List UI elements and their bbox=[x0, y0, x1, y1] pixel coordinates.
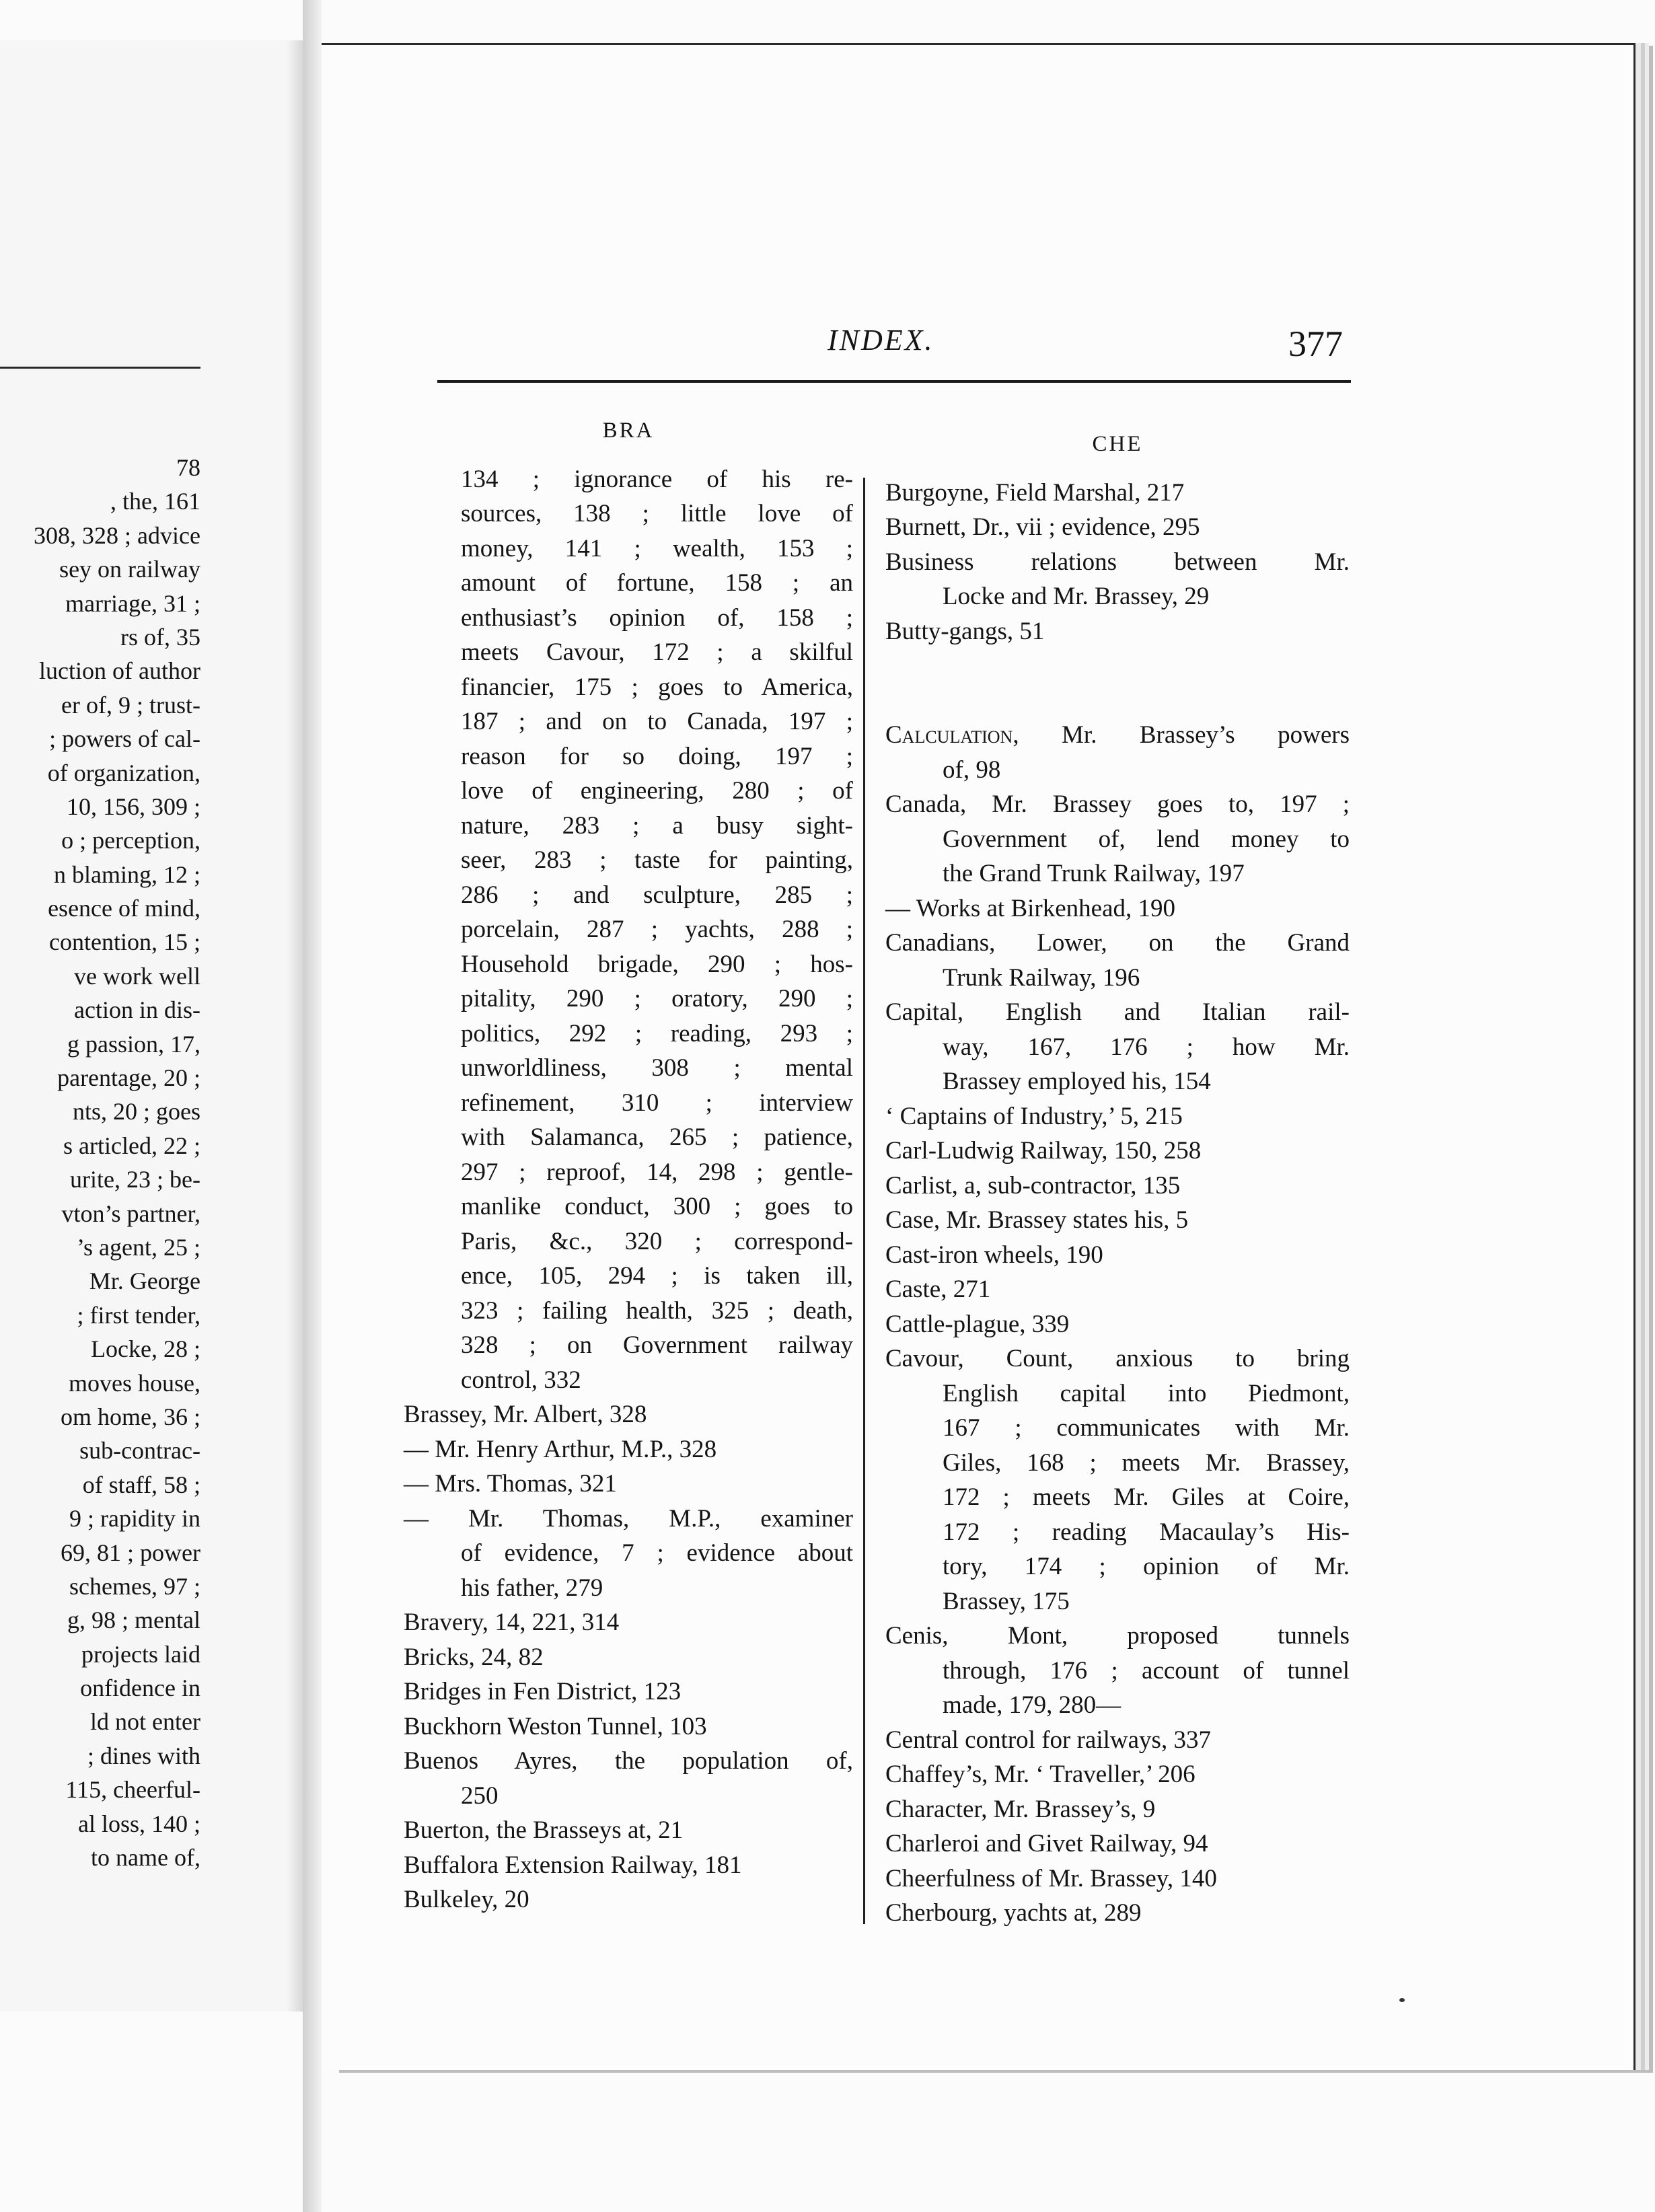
entry-line: Government of, lend money to bbox=[943, 825, 1350, 853]
entry-line: Bricks, 24, 82 bbox=[404, 1643, 544, 1671]
entry-line: Bulkeley, 20 bbox=[404, 1886, 529, 1913]
entry-line: of evidence, 7 ; evidence about bbox=[461, 1539, 853, 1567]
facing-page-line: schemes, 97 ; bbox=[69, 1572, 200, 1600]
entry-line: Carlist, a, sub-contractor, 135 bbox=[885, 1171, 1181, 1200]
entry-line: with Salamanca, 265 ; patience, bbox=[461, 1123, 853, 1151]
entry-line: financier, 175 ; goes to America, bbox=[461, 673, 853, 701]
running-head: INDEX. bbox=[828, 324, 934, 357]
entry-line: Central control for railways, 337 bbox=[885, 1726, 1211, 1754]
page-header bbox=[437, 296, 1358, 377]
entry-line: Buckhorn Weston Tunnel, 103 bbox=[404, 1712, 707, 1740]
entry-line: the Grand Trunk Railway, 197 bbox=[943, 860, 1245, 887]
entry-line: amount of fortune, 158 ; an bbox=[461, 569, 853, 597]
facing-page-line: g, 98 ; mental bbox=[67, 1607, 200, 1634]
entry-line: pitality, 290 ; oratory, 290 ; bbox=[461, 985, 853, 1012]
facing-page-line: ’s agent, 25 ; bbox=[77, 1233, 200, 1261]
facing-page bbox=[0, 40, 305, 2012]
book-gutter bbox=[303, 0, 322, 2212]
entry-line: Burgoyne, Field Marshal, 217 bbox=[885, 478, 1185, 507]
entry-line: English capital into Piedmont, bbox=[943, 1379, 1350, 1407]
entry-line: Paris, &c., 320 ; correspond- bbox=[461, 1227, 853, 1255]
entry-line: tory, 174 ; opinion of Mr. bbox=[943, 1553, 1350, 1580]
facing-page-line: marriage, 31 ; bbox=[65, 589, 200, 617]
index-entry bbox=[885, 718, 1350, 787]
index-entry bbox=[885, 995, 1350, 1099]
index-entry bbox=[885, 1238, 1350, 1273]
facing-page-line: al loss, 140 ; bbox=[77, 1810, 200, 1837]
index-entry bbox=[885, 1723, 1350, 1758]
entry-line: Case, Mr. Brassey states his, 5 bbox=[885, 1206, 1189, 1234]
facing-page-line: Mr. George bbox=[89, 1267, 200, 1295]
facing-page-line: esence of mind, bbox=[48, 895, 200, 922]
index-entry bbox=[885, 1099, 1350, 1134]
column-divider bbox=[863, 478, 865, 1924]
section-lead-word: Calculation, bbox=[885, 721, 1019, 749]
index-entry bbox=[885, 510, 1350, 545]
entry-line: seer, 283 ; taste for painting, bbox=[461, 846, 853, 874]
entry-line: Cast-iron wheels, 190 bbox=[885, 1241, 1103, 1269]
entry-line: manlike conduct, 300 ; goes to bbox=[461, 1193, 853, 1220]
entry-line: sources, 138 ; little love of bbox=[461, 500, 853, 527]
entry-line: Charleroi and Givet Railway, 94 bbox=[885, 1830, 1208, 1857]
facing-page-line: action in dis- bbox=[74, 996, 200, 1024]
entry-line: Cheerfulness of Mr. Brassey, 140 bbox=[885, 1864, 1217, 1892]
facing-page-line: to name of, bbox=[91, 1844, 200, 1872]
index-entry bbox=[885, 1341, 1350, 1619]
entry-line: made, 179, 280— bbox=[943, 1691, 1121, 1719]
column-heading: BRA bbox=[602, 418, 655, 443]
entry-line: 167 ; communicates with Mr. bbox=[943, 1414, 1350, 1442]
entry-line: Bridges in Fen District, 123 bbox=[404, 1678, 682, 1705]
facing-page-line: o ; perception, bbox=[61, 827, 200, 854]
index-entry bbox=[885, 926, 1350, 995]
facing-page-line: moves house, bbox=[69, 1369, 200, 1397]
facing-page-line: sey on railway bbox=[59, 556, 200, 583]
entry-line: Trunk Railway, 196 bbox=[943, 963, 1140, 992]
facing-page-line: onfidence in bbox=[80, 1674, 200, 1702]
entry-line: 172 ; meets Mr. Giles at Coire, bbox=[943, 1483, 1350, 1511]
entry-line: — Mr. Henry Arthur, M.P., 328 bbox=[404, 1435, 717, 1463]
entry-line: Brassey, 175 bbox=[943, 1587, 1070, 1615]
facing-page-line: vton’s partner, bbox=[61, 1200, 200, 1227]
entry-line: refinement, 310 ; interview bbox=[461, 1089, 853, 1117]
facing-page-line: s articled, 22 ; bbox=[63, 1132, 200, 1159]
index-entry bbox=[885, 614, 1350, 649]
index-entry bbox=[885, 476, 1350, 511]
facing-page-line: ; dines with bbox=[87, 1742, 200, 1769]
facing-page-line: ; powers of cal- bbox=[49, 725, 200, 753]
page-number: 377 bbox=[1288, 324, 1343, 364]
facing-page-line: parentage, 20 ; bbox=[57, 1064, 200, 1092]
entry-line: 328 ; on Government railway bbox=[461, 1331, 853, 1359]
entry-line: — Mr. Thomas, M.P., examiner bbox=[404, 1504, 853, 1533]
entry-line: Calculation, Mr. Brassey’s powers bbox=[885, 721, 1350, 749]
entry-line: Canada, Mr. Brassey goes to, 197 ; bbox=[885, 790, 1350, 818]
facing-page-line: of organization, bbox=[47, 759, 200, 786]
entry-line: 250 bbox=[461, 1781, 499, 1810]
entry-line: — Works at Birkenhead, 190 bbox=[885, 894, 1176, 922]
index-entry bbox=[885, 1169, 1350, 1204]
index-entry bbox=[404, 1674, 853, 1709]
index-entry bbox=[404, 462, 853, 1398]
entry-line: Buerton, the Brasseys at, 21 bbox=[404, 1816, 684, 1844]
entry-line: love of engineering, 280 ; of bbox=[461, 777, 853, 805]
index-entry bbox=[885, 1792, 1350, 1827]
facing-page-line: projects laid bbox=[81, 1640, 200, 1668]
facing-page-line: 308, 328 ; advice bbox=[34, 521, 200, 549]
facing-page-line: 115, cheerful- bbox=[65, 1776, 200, 1804]
facing-page-line: 78 bbox=[176, 454, 200, 481]
index-entry bbox=[885, 545, 1350, 614]
entry-line: Cenis, Mont, proposed tunnels bbox=[885, 1622, 1350, 1650]
entry-line: of, 98 bbox=[943, 755, 1001, 784]
entry-line: Household brigade, 290 ; hos- bbox=[461, 950, 853, 978]
entry-line: Business relations between Mr. bbox=[885, 548, 1350, 576]
facing-page-line: ve work well bbox=[74, 962, 200, 990]
entry-line: money, 141 ; wealth, 153 ; bbox=[461, 534, 853, 562]
entry-line: Cherbourg, yachts at, 289 bbox=[885, 1899, 1142, 1927]
index-entry bbox=[404, 1882, 853, 1917]
print-speck bbox=[1399, 1998, 1405, 2002]
entry-line: Giles, 168 ; meets Mr. Brassey, bbox=[943, 1448, 1350, 1477]
entry-line: Caste, 271 bbox=[885, 1276, 991, 1303]
entry-line: Chaffey’s, Mr. ‘ Traveller,’ 206 bbox=[885, 1761, 1196, 1788]
index-entry bbox=[404, 1709, 853, 1744]
index-column-right bbox=[885, 427, 1350, 1931]
entry-line: Brassey employed his, 154 bbox=[943, 1068, 1211, 1095]
facing-page-line: g passion, 17, bbox=[67, 1030, 200, 1058]
index-entry bbox=[404, 1432, 853, 1467]
index-entry bbox=[885, 1757, 1350, 1792]
entry-line: Carl-Ludwig Railway, 150, 258 bbox=[885, 1137, 1202, 1165]
entry-line: Locke and Mr. Brassey, 29 bbox=[943, 583, 1210, 610]
index-entry bbox=[885, 1272, 1350, 1307]
entry-line: through, 176 ; account of tunnel bbox=[943, 1656, 1350, 1685]
entry-line: politics, 292 ; reading, 293 ; bbox=[461, 1019, 853, 1047]
index-entry bbox=[404, 1640, 853, 1675]
index-entry bbox=[885, 1861, 1350, 1896]
entry-line: Buffalora Extension Railway, 181 bbox=[404, 1851, 742, 1879]
entry-line: Burnett, Dr., vii ; evidence, 295 bbox=[885, 513, 1200, 541]
facing-page-text bbox=[0, 451, 200, 1874]
index-entry bbox=[404, 1744, 853, 1813]
entry-line: 297 ; reproof, 14, 298 ; gentle- bbox=[461, 1158, 853, 1186]
entry-line: ence, 105, 294 ; is taken ill, bbox=[461, 1262, 853, 1290]
index-entry bbox=[885, 1619, 1350, 1723]
facing-page-line: rs of, 35 bbox=[120, 623, 200, 651]
facing-page-line: , the, 161 bbox=[110, 488, 200, 515]
section-gap bbox=[885, 649, 1350, 718]
index-entry bbox=[885, 1896, 1350, 1931]
entry-line: Butty-gangs, 51 bbox=[885, 617, 1045, 645]
entry-line: Bravery, 14, 221, 314 bbox=[404, 1609, 620, 1636]
index-entry bbox=[404, 1397, 853, 1432]
facing-page-line: contention, 15 ; bbox=[49, 928, 200, 956]
index-entry bbox=[404, 1467, 853, 1502]
entry-line: nature, 283 ; a busy sight- bbox=[461, 811, 853, 840]
facing-page-line: 69, 81 ; power bbox=[61, 1539, 200, 1566]
entry-line: unworldliness, 308 ; mental bbox=[461, 1054, 853, 1082]
entry-line: ‘ Captains of Industry,’ 5, 215 bbox=[885, 1102, 1183, 1130]
index-entry bbox=[885, 891, 1350, 926]
header-rule bbox=[437, 380, 1351, 383]
index-entry bbox=[404, 1502, 853, 1606]
entry-line: porcelain, 287 ; yachts, 288 ; bbox=[461, 916, 853, 943]
entry-line: Cavour, Count, anxious to bring bbox=[885, 1345, 1350, 1372]
entry-line: reason for so doing, 197 ; bbox=[461, 742, 853, 770]
index-entry bbox=[404, 1813, 853, 1848]
entry-line: 172 ; reading Macaulay’s His- bbox=[943, 1518, 1350, 1546]
facing-page-line: ld not enter bbox=[90, 1708, 200, 1736]
entry-line: 187 ; and on to Canada, 197 ; bbox=[461, 708, 853, 735]
entry-line: Canadians, Lower, on the Grand bbox=[885, 929, 1350, 957]
index-entry bbox=[404, 1848, 853, 1883]
facing-page-line: nts, 20 ; goes bbox=[72, 1098, 200, 1126]
entry-line: Character, Mr. Brassey’s, 9 bbox=[885, 1795, 1156, 1823]
facing-page-line: ; first tender, bbox=[77, 1301, 200, 1329]
index-entry bbox=[404, 1605, 853, 1640]
entry-line: enthusiast’s opinion of, 158 ; bbox=[461, 603, 853, 632]
entry-line: meets Cavour, 172 ; a skilful bbox=[461, 638, 853, 666]
index-entry bbox=[885, 787, 1350, 891]
entry-line: Brassey, Mr. Albert, 328 bbox=[404, 1401, 647, 1428]
index-column-left bbox=[404, 414, 853, 1917]
entry-line: Capital, English and Italian rail- bbox=[885, 998, 1350, 1026]
entry-line: 134 ; ignorance of his re- bbox=[461, 465, 853, 493]
entry-line: — Mrs. Thomas, 321 bbox=[404, 1470, 617, 1498]
facing-page-line: urite, 23 ; be- bbox=[70, 1166, 200, 1193]
index-entry bbox=[885, 1827, 1350, 1861]
entry-line: 286 ; and sculpture, 285 ; bbox=[461, 881, 853, 909]
index-entry bbox=[885, 1203, 1350, 1238]
index-entry bbox=[885, 1134, 1350, 1169]
entry-line: Buenos Ayres, the population of, bbox=[404, 1747, 853, 1775]
index-entry bbox=[885, 1307, 1350, 1342]
facing-page-line: of staff, 58 ; bbox=[82, 1471, 200, 1498]
facing-page-line: er of, 9 ; trust- bbox=[61, 691, 200, 718]
facing-page-line: om home, 36 ; bbox=[61, 1403, 200, 1430]
entry-line: control, 332 bbox=[461, 1366, 581, 1394]
column-heading: CHE bbox=[1092, 432, 1143, 456]
facing-page-line: luction of author bbox=[39, 657, 200, 685]
facing-page-rule bbox=[0, 367, 200, 369]
entry-line: 323 ; failing health, 325 ; death, bbox=[461, 1296, 853, 1325]
entry-line: way, 167, 176 ; how Mr. bbox=[943, 1033, 1350, 1061]
entry-line: Cattle-plague, 339 bbox=[885, 1310, 1070, 1338]
facing-page-line: 10, 156, 309 ; bbox=[66, 792, 200, 820]
facing-page-line: 9 ; rapidity in bbox=[69, 1505, 200, 1533]
entry-line: his father, 279 bbox=[461, 1574, 603, 1602]
facing-page-line: n blaming, 12 ; bbox=[54, 860, 200, 888]
facing-page-line: sub-contrac- bbox=[79, 1437, 200, 1465]
facing-page-line: Locke, 28 ; bbox=[91, 1335, 200, 1363]
